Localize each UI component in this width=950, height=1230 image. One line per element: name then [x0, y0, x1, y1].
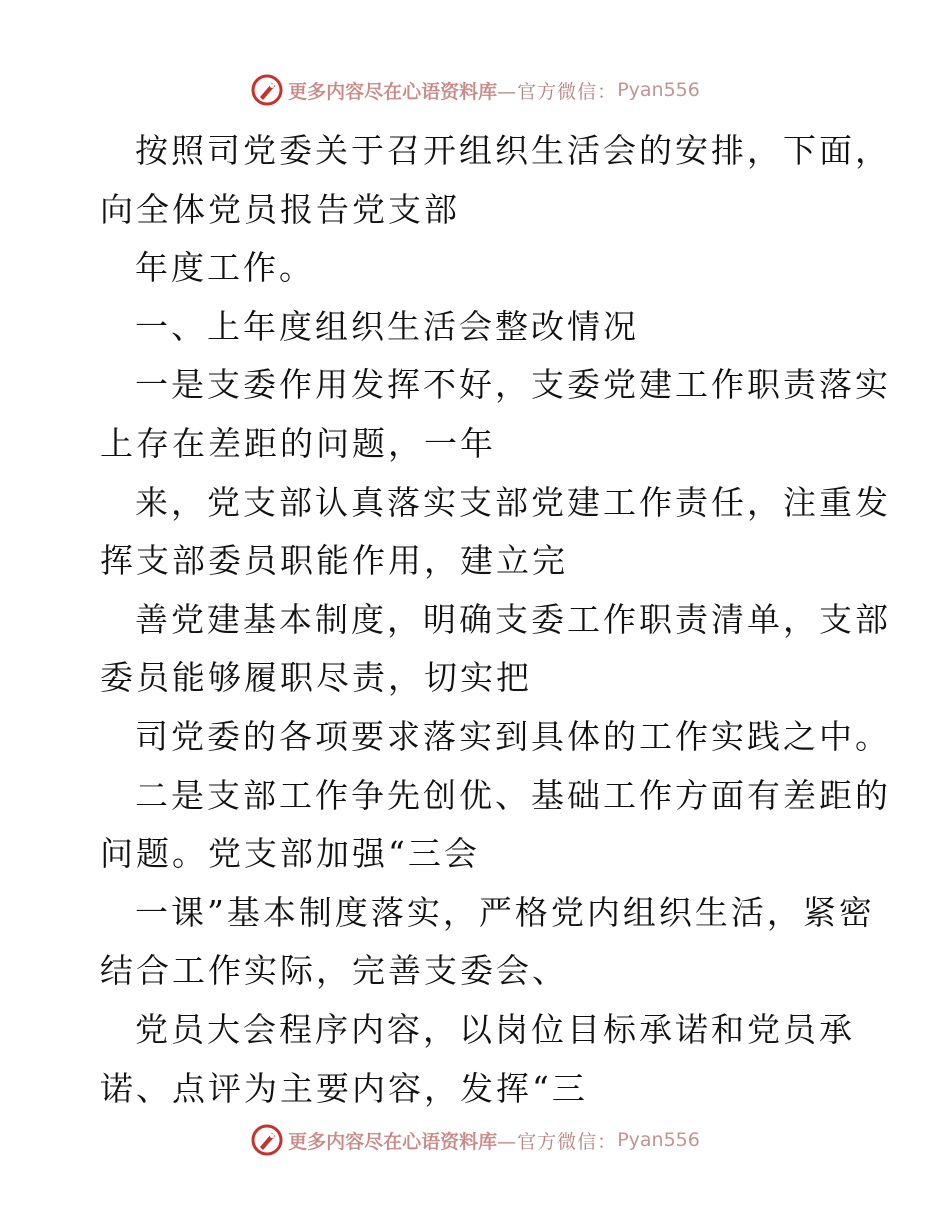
watermark-wechat-id: Pyan556	[617, 79, 700, 101]
paragraph-line: 善党建基本制度，明确支委工作职责清单，支部	[135, 599, 891, 639]
header-watermark	[0, 70, 950, 110]
paragraph-line: 一课”基本制度落实，严格党内组织生活，紧密	[135, 892, 875, 932]
watermark-wechat-id: Pyan556	[617, 1129, 700, 1151]
paragraph-line: 结合工作实际，完善支委会、	[100, 951, 568, 991]
watermark-sub-text: —官方微信：	[497, 1130, 618, 1153]
paragraph-line: 年度工作。	[135, 248, 315, 288]
footer-watermark	[0, 1120, 950, 1160]
paragraph-line: 一是支委作用发挥不好，支委党建工作职责落实	[135, 365, 891, 405]
pen-nib-circle-icon	[250, 1123, 284, 1157]
watermark-main-text: 更多内容尽在心语资料库	[288, 80, 498, 103]
paragraph-line: 诺、点评为主要内容，发挥“三	[100, 1068, 588, 1108]
paragraph-line: 挥支部委员职能作用，建立完	[100, 541, 568, 581]
document-body	[100, 122, 891, 1118]
paragraph-line: 按照司党委关于召开组织生活会的安排，下面，	[135, 131, 891, 170]
section-heading: 一、上年度组织生活会整改情况	[135, 306, 639, 346]
pen-nib-circle-icon	[250, 73, 284, 107]
paragraph-line: 来，党支部认真落实支部党建工作责任，注重发	[135, 482, 891, 522]
paragraph-line: 问题。党支部加强“三会	[100, 834, 480, 874]
watermark-main-text: 更多内容尽在心语资料库	[288, 1130, 498, 1153]
paragraph-line: 委员能够履职尽责，切实把	[100, 658, 532, 698]
paragraph-line: 党员大会程序内容，以岗位目标承诺和党员承	[135, 1009, 855, 1049]
watermark-sub-text: —官方微信：	[497, 80, 618, 103]
paragraph-line: 上存在差距的问题，一年	[100, 423, 496, 463]
paragraph-line: 二是支部工作争先创优、基础工作方面有差距的	[135, 775, 891, 815]
paragraph-line: 向全体党员报告党支部	[100, 189, 460, 229]
paragraph-line: 司党委的各项要求落实到具体的工作实践之中。	[135, 716, 891, 756]
